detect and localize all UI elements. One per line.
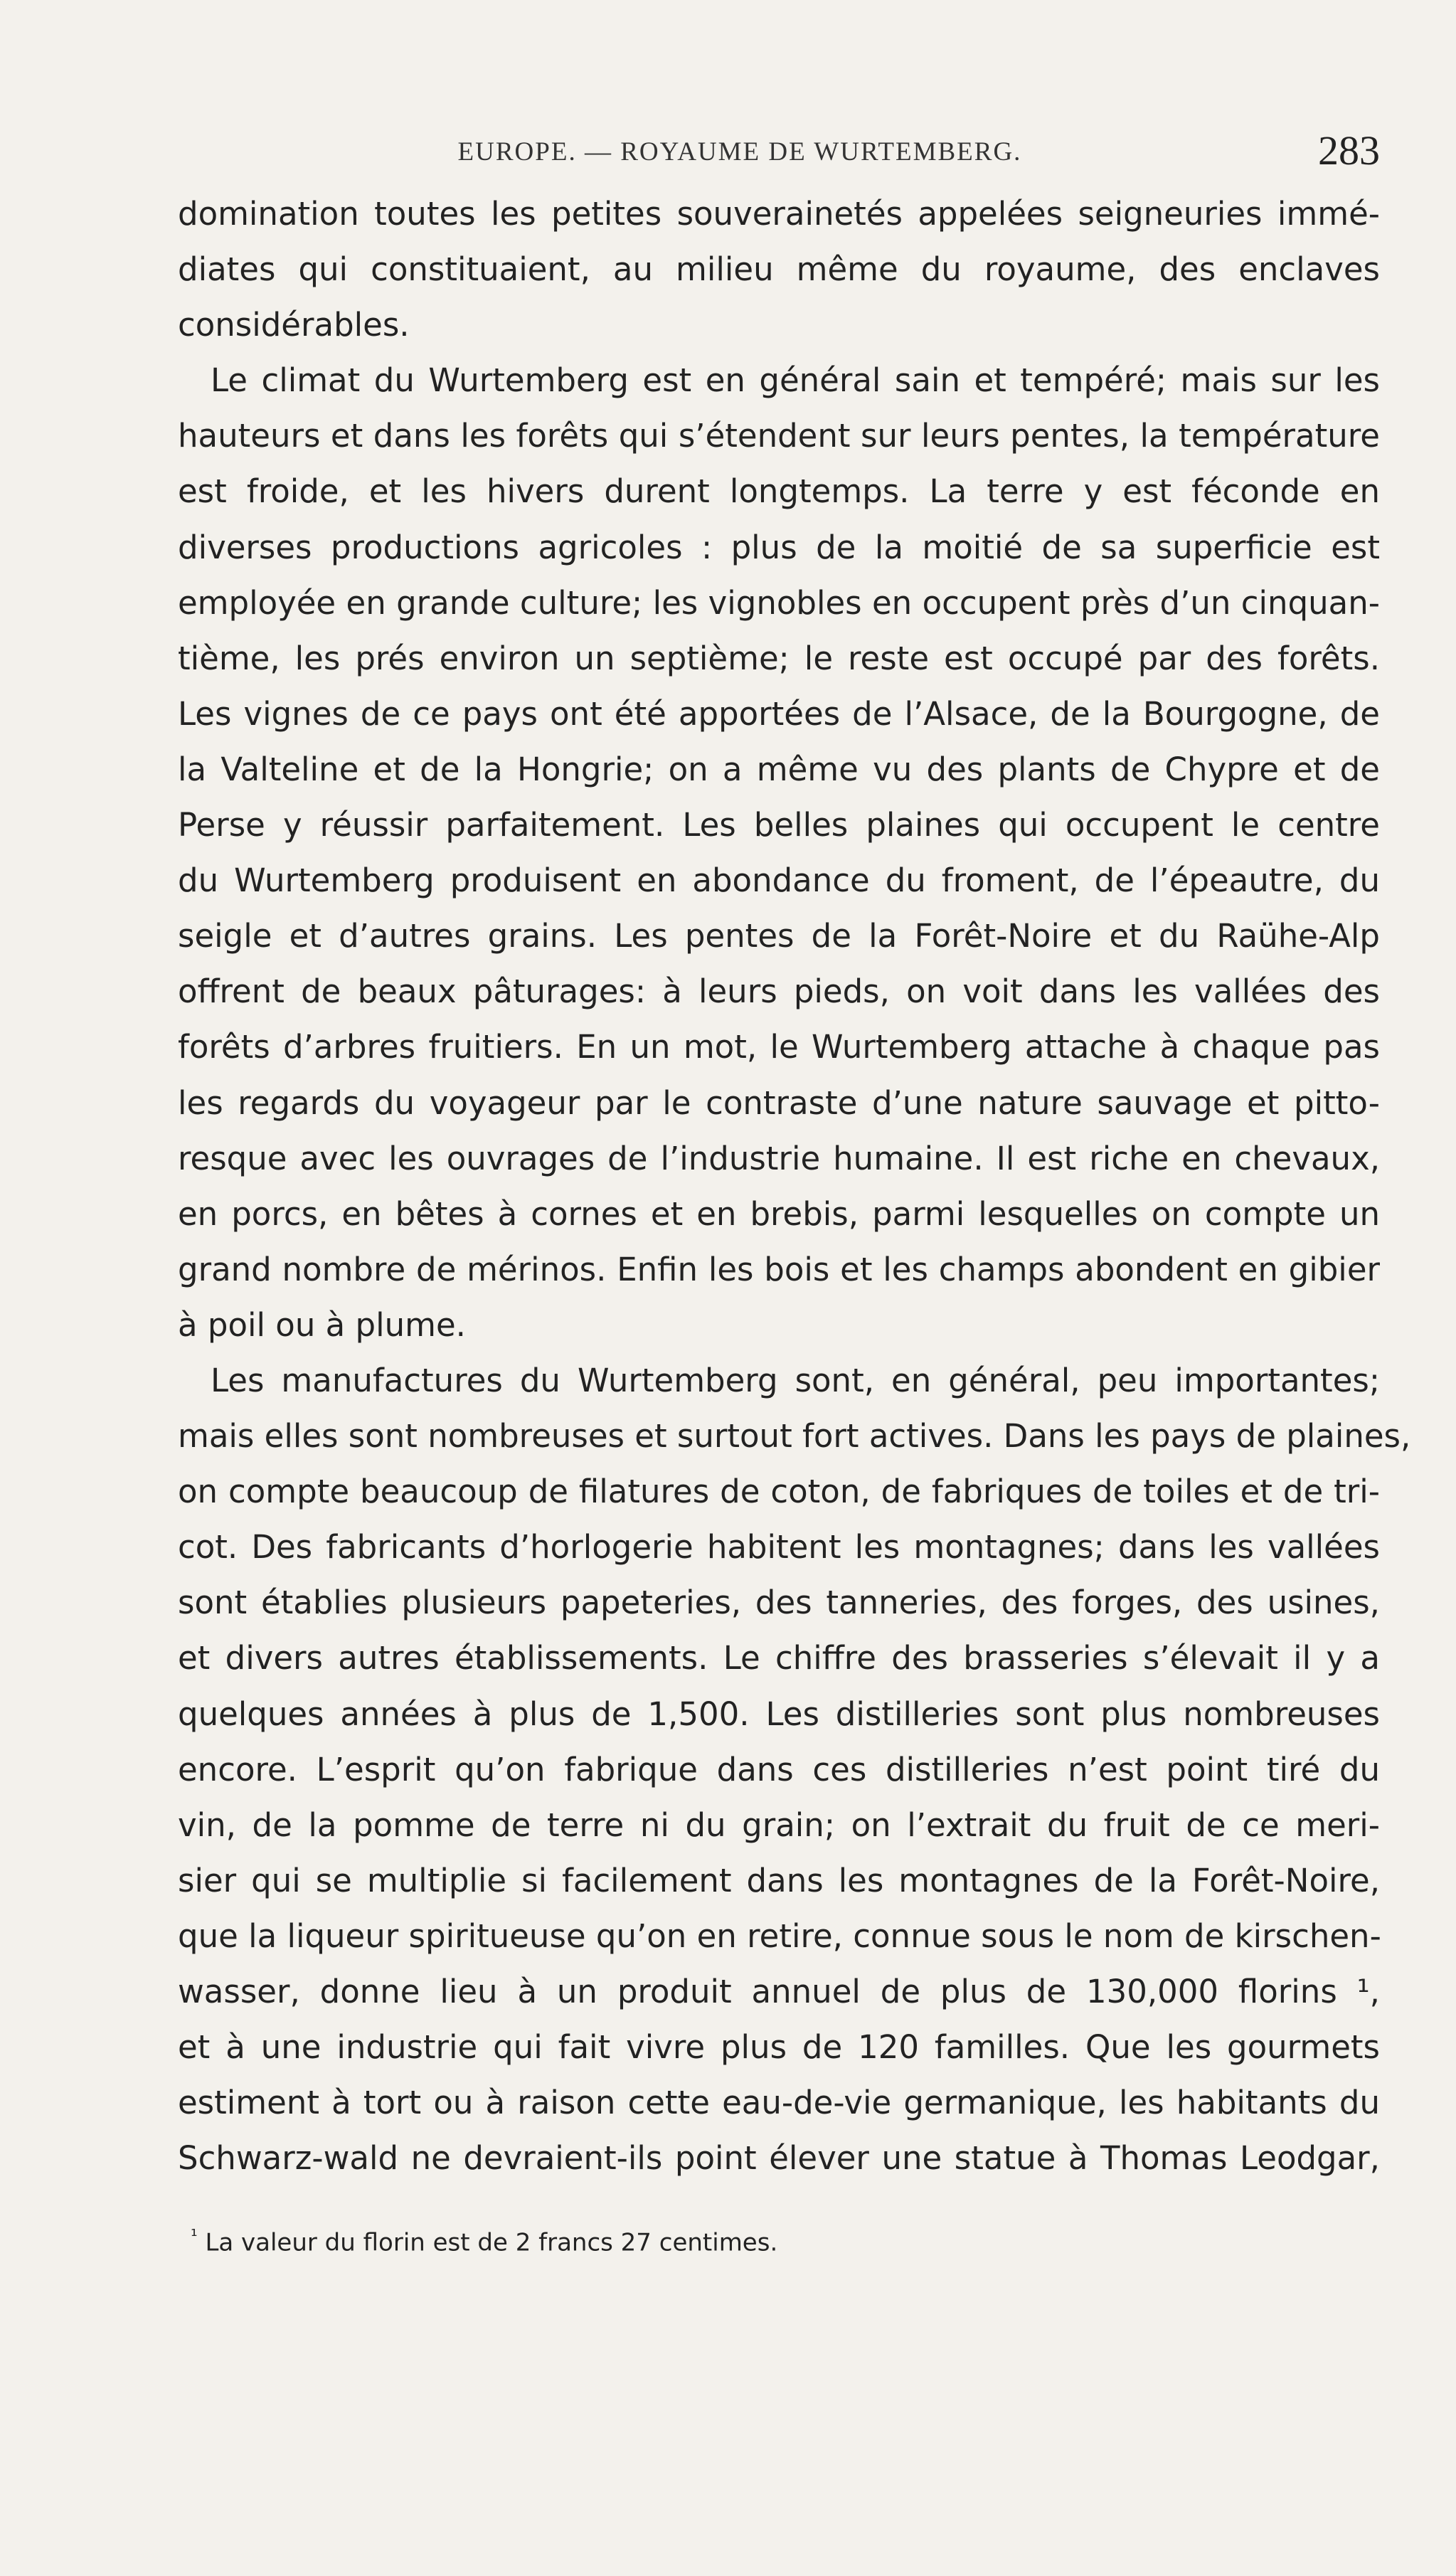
page-number: 283 [1318,127,1380,174]
text-line: Les manufactures du Wurtemberg sont, en général, peu importantes; [211,1361,1380,1399]
footnote-text: La valeur du florin est de 2 francs 27 centimes. [205,2228,778,2257]
text-line: tième, les prés environ un septième; le reste est occupé par des forêts. [178,639,1380,677]
text-line: grand nombre de mérinos. Enfin les bois et les champs abondent en gibier [178,1250,1380,1288]
text-line: et divers autres établissements. Le chiffre des brasseries s’élevait il y a [178,1639,1380,1677]
text-line: quelques années à plus de 1,500. Les distilleries sont plus nombreuses [178,1695,1380,1733]
text-line: offrent de beaux pâturages: à leurs pieds, on voit dans les vallées des [178,972,1380,1011]
text-line: la Valteline et de la Hongrie; on a même vu des plants de Chypre et de [178,750,1380,788]
text-line: Schwarz-wald ne devraient-ils point élever une statue à Thomas Leodgar, [178,2139,1380,2178]
text-line: considérables. [178,306,410,344]
footnote-marker: ¹ [191,2226,198,2246]
text-line: à poil ou à plume. [178,1305,466,1344]
text-line: que la liqueur spiritueuse qu’on en retire, connue sous le nom de kirschen- [178,1917,1381,1955]
text-line: employée en grande culture; les vignobles en occupent près d’un cinquan- [178,583,1380,622]
text-line: sier qui se multiplie si facilement dans les montagnes de la Forêt-Noire, [178,1861,1380,1899]
text-line: hauteurs et dans les forêts qui s’étendent sur leurs pentes, la température [178,417,1380,455]
text-line: encore. L’esprit qu’on fabrique dans ces distilleries n’est point tiré du [178,1750,1380,1788]
text-line: du Wurtemberg produisent en abondance du froment, de l’épeautre, du [178,862,1380,900]
text-line: wasser, donne lieu à un produit annuel de plus de 130,000 florins ¹, [178,1973,1380,2010]
text-line: cot. Des fabricants d’horlogerie habitent les montagnes; dans les vallées [178,1528,1380,1567]
running-head [178,127,1380,176]
text-line: sont établies plusieurs papeteries, des tanneries, des forges, des usines, [178,1584,1380,1622]
text-line: les regards du voyageur par le contraste d’une nature sauvage et pitto- [178,1083,1380,1122]
text-line: en porcs, en bêtes à cornes et en brebis, parmi lesquelles on compte un [178,1194,1380,1233]
text-line: diverses productions agricoles : plus de la moitié de sa superficie est [178,528,1380,566]
text-line: forêts d’arbres fruitiers. En un mot, le Wurtemberg attache à chaque pas [178,1028,1380,1066]
text-line: Le climat du Wurtemberg est en général sain et tempéré; mais sur les [211,361,1380,400]
text-line: mais elles sont nombreuses et surtout fort actives. Dans les pays de plaines, [178,1417,1411,1456]
text-line: on compte beaucoup de filatures de coton, de fabriques de toiles et de tri- [178,1473,1380,1511]
text-line: diates qui constituaient, au milieu même du royaume, des enclaves [178,250,1380,289]
footnote [191,2218,1258,2260]
text-line: seigle et d’autres grains. Les pentes de la Forêt-Noire et du Raühe-Alp [178,917,1380,955]
body-text [178,186,1411,2186]
running-title: EUROPE. — ROYAUME DE WURTEMBERG. [457,137,1022,166]
text-line: resque avec les ouvrages de l’industrie humaine. Il est riche en chevaux, [178,1139,1380,1177]
text-line: domination toutes les petites souverainetés appelées seigneuries immé- [178,195,1380,233]
text-line: vin, de la pomme de terre ni du grain; on l’extrait du fruit de ce meri- [178,1806,1380,1844]
text-line: et à une industrie qui fait vivre plus de 120 familles. Que les gourmets [178,2028,1380,2067]
text-line: Perse y réussir parfaitement. Les belles plaines qui occupent le centre [178,806,1380,844]
text-line: est froide, et les hivers durent longtemps. La terre y est féconde en [178,472,1380,511]
text-line: estiment à tort ou à raison cette eau-de-vie germanique, les habitants du [178,2084,1380,2122]
text-line: Les vignes de ce pays ont été apportées de l’Alsace, de la Bourgogne, de [178,694,1380,733]
